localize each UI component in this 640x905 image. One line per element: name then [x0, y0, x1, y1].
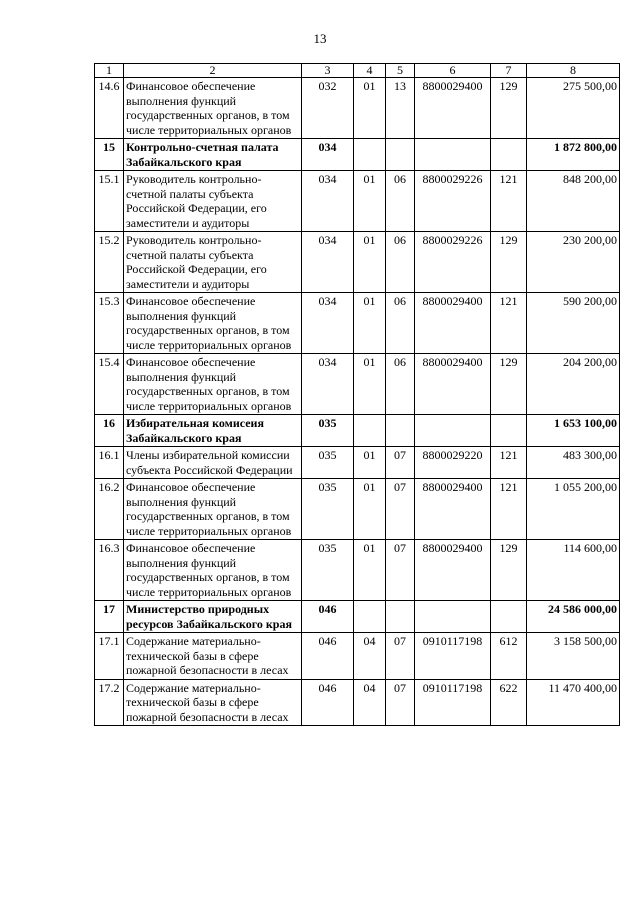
ministry-code-cell: 035 [302, 540, 354, 601]
amount-cell: 230 200,00 [527, 232, 620, 293]
ministry-code-cell: 035 [302, 447, 354, 479]
item-name-cell: Члены избирательной комиссии субъекта Российской Федерации [124, 447, 302, 479]
amount-cell: 590 200,00 [527, 293, 620, 354]
expense-type-cell [491, 139, 527, 171]
target-article-cell: 8800029400 [415, 479, 491, 540]
ministry-code-cell: 035 [302, 479, 354, 540]
table-row [95, 633, 620, 680]
target-article-cell: 8800029220 [415, 447, 491, 479]
table-row [95, 447, 620, 479]
section-code-cell: 01 [354, 293, 386, 354]
section-code-cell [354, 139, 386, 171]
table-row [95, 415, 620, 447]
target-article-cell: 8800029226 [415, 171, 491, 232]
subsection-code-cell: 07 [386, 540, 415, 601]
table-row [95, 354, 620, 415]
amount-cell: 483 300,00 [527, 447, 620, 479]
subsection-code-cell: 07 [386, 679, 415, 726]
ministry-code-cell: 046 [302, 601, 354, 633]
row-number-cell: 15.2 [95, 232, 124, 293]
expense-type-cell: 129 [491, 540, 527, 601]
amount-cell: 11 470 400,00 [527, 679, 620, 726]
target-article-cell [415, 415, 491, 447]
expense-type-cell [491, 601, 527, 633]
target-article-cell: 8800029400 [415, 293, 491, 354]
table-body [95, 78, 620, 726]
expense-type-cell: 121 [491, 479, 527, 540]
row-number-cell: 16.2 [95, 479, 124, 540]
section-code-cell: 04 [354, 633, 386, 680]
item-name-cell: Финансовое обеспечение выполнения функций государственных органов, в том числе территориальных органов [124, 354, 302, 415]
row-number-cell: 17 [95, 601, 124, 633]
header-cell: 3 [302, 64, 354, 78]
subsection-code-cell: 07 [386, 479, 415, 540]
target-article-cell: 8800029226 [415, 232, 491, 293]
header-cell: 6 [415, 64, 491, 78]
target-article-cell: 0910117198 [415, 679, 491, 726]
expense-type-cell: 612 [491, 633, 527, 680]
item-name-cell: Министерство природных ресурсов Забайкальского края [124, 601, 302, 633]
item-name-cell: Содержание материально-технической базы в сфере пожарной безопасности в лесах [124, 679, 302, 726]
subsection-code-cell: 06 [386, 232, 415, 293]
header-cell: 5 [386, 64, 415, 78]
ministry-code-cell: 034 [302, 293, 354, 354]
item-name-cell: Финансовое обеспечение выполнения функций государственных органов, в том числе территориальных органов [124, 293, 302, 354]
target-article-cell: 8800029400 [415, 78, 491, 139]
table-row [95, 232, 620, 293]
item-name-cell: Финансовое обеспечение выполнения функций государственных органов, в том числе территориальных органов [124, 479, 302, 540]
subsection-code-cell: 07 [386, 633, 415, 680]
target-article-cell: 0910117198 [415, 633, 491, 680]
amount-cell: 3 158 500,00 [527, 633, 620, 680]
amount-cell: 848 200,00 [527, 171, 620, 232]
section-code-cell: 01 [354, 232, 386, 293]
row-number-cell: 17.2 [95, 679, 124, 726]
section-code-cell: 04 [354, 679, 386, 726]
amount-cell: 114 600,00 [527, 540, 620, 601]
subsection-code-cell [386, 601, 415, 633]
table-row [95, 139, 620, 171]
header-cell: 2 [124, 64, 302, 78]
header-row [95, 64, 620, 78]
expense-type-cell: 121 [491, 293, 527, 354]
row-number-cell: 16.1 [95, 447, 124, 479]
table-row [95, 78, 620, 139]
ministry-code-cell: 034 [302, 232, 354, 293]
row-number-cell: 16 [95, 415, 124, 447]
header-cell: 4 [354, 64, 386, 78]
section-code-cell: 01 [354, 354, 386, 415]
table-row [95, 479, 620, 540]
item-name-cell: Содержание материально-технической базы в сфере пожарной безопасности в лесах [124, 633, 302, 680]
ministry-code-cell: 034 [302, 171, 354, 232]
item-name-cell: Финансовое обеспечение выполнения функций государственных органов, в том числе территориальных органов [124, 78, 302, 139]
expense-type-cell: 129 [491, 232, 527, 293]
amount-cell: 1 055 200,00 [527, 479, 620, 540]
expense-type-cell: 121 [491, 171, 527, 232]
row-number-cell: 14.6 [95, 78, 124, 139]
table-row [95, 540, 620, 601]
item-name-cell: Избирательная комисеия Забайкальского края [124, 415, 302, 447]
amount-cell: 1 653 100,00 [527, 415, 620, 447]
subsection-code-cell [386, 139, 415, 171]
subsection-code-cell: 06 [386, 293, 415, 354]
section-code-cell: 01 [354, 78, 386, 139]
ministry-code-cell: 034 [302, 354, 354, 415]
row-number-cell: 15.3 [95, 293, 124, 354]
section-code-cell: 01 [354, 447, 386, 479]
subsection-code-cell: 06 [386, 354, 415, 415]
subsection-code-cell: 13 [386, 78, 415, 139]
expense-type-cell [491, 415, 527, 447]
table-row [95, 601, 620, 633]
ministry-code-cell: 046 [302, 633, 354, 680]
table-row [95, 171, 620, 232]
expense-type-cell: 129 [491, 78, 527, 139]
expense-type-cell: 129 [491, 354, 527, 415]
ministry-code-cell: 046 [302, 679, 354, 726]
header-cell: 1 [95, 64, 124, 78]
page-number: 13 [313, 31, 327, 46]
item-name-cell: Финансовое обеспечение выполнения функций государственных органов, в том числе территориальных органов [124, 540, 302, 601]
section-code-cell [354, 601, 386, 633]
ministry-code-cell: 034 [302, 139, 354, 171]
amount-cell: 24 586 000,00 [527, 601, 620, 633]
budget-table [94, 63, 620, 726]
amount-cell: 204 200,00 [527, 354, 620, 415]
amount-cell: 275 500,00 [527, 78, 620, 139]
target-article-cell [415, 601, 491, 633]
ministry-code-cell: 035 [302, 415, 354, 447]
row-number-cell: 16.3 [95, 540, 124, 601]
row-number-cell: 15.4 [95, 354, 124, 415]
amount-cell: 1 872 800,00 [527, 139, 620, 171]
header-cell: 7 [491, 64, 527, 78]
target-article-cell: 8800029400 [415, 354, 491, 415]
header-cell: 8 [527, 64, 620, 78]
expense-type-cell: 121 [491, 447, 527, 479]
section-code-cell: 01 [354, 479, 386, 540]
ministry-code-cell: 032 [302, 78, 354, 139]
table-row [95, 679, 620, 726]
subsection-code-cell: 06 [386, 171, 415, 232]
row-number-cell: 15 [95, 139, 124, 171]
section-code-cell: 01 [354, 540, 386, 601]
row-number-cell: 15.1 [95, 171, 124, 232]
item-name-cell: Контрольно-счетная палата Забайкальского края [124, 139, 302, 171]
expense-type-cell: 622 [491, 679, 527, 726]
target-article-cell: 8800029400 [415, 540, 491, 601]
subsection-code-cell: 07 [386, 447, 415, 479]
section-code-cell [354, 415, 386, 447]
item-name-cell: Руководитель контрольно-счетной палаты субъекта Российской Федерации, его заместители и аудиторы [124, 171, 302, 232]
subsection-code-cell [386, 415, 415, 447]
row-number-cell: 17.1 [95, 633, 124, 680]
section-code-cell: 01 [354, 171, 386, 232]
item-name-cell: Руководитель контрольно-счетной палаты субъекта Российской Федерации, его заместители и аудиторы [124, 232, 302, 293]
target-article-cell [415, 139, 491, 171]
table-row [95, 293, 620, 354]
